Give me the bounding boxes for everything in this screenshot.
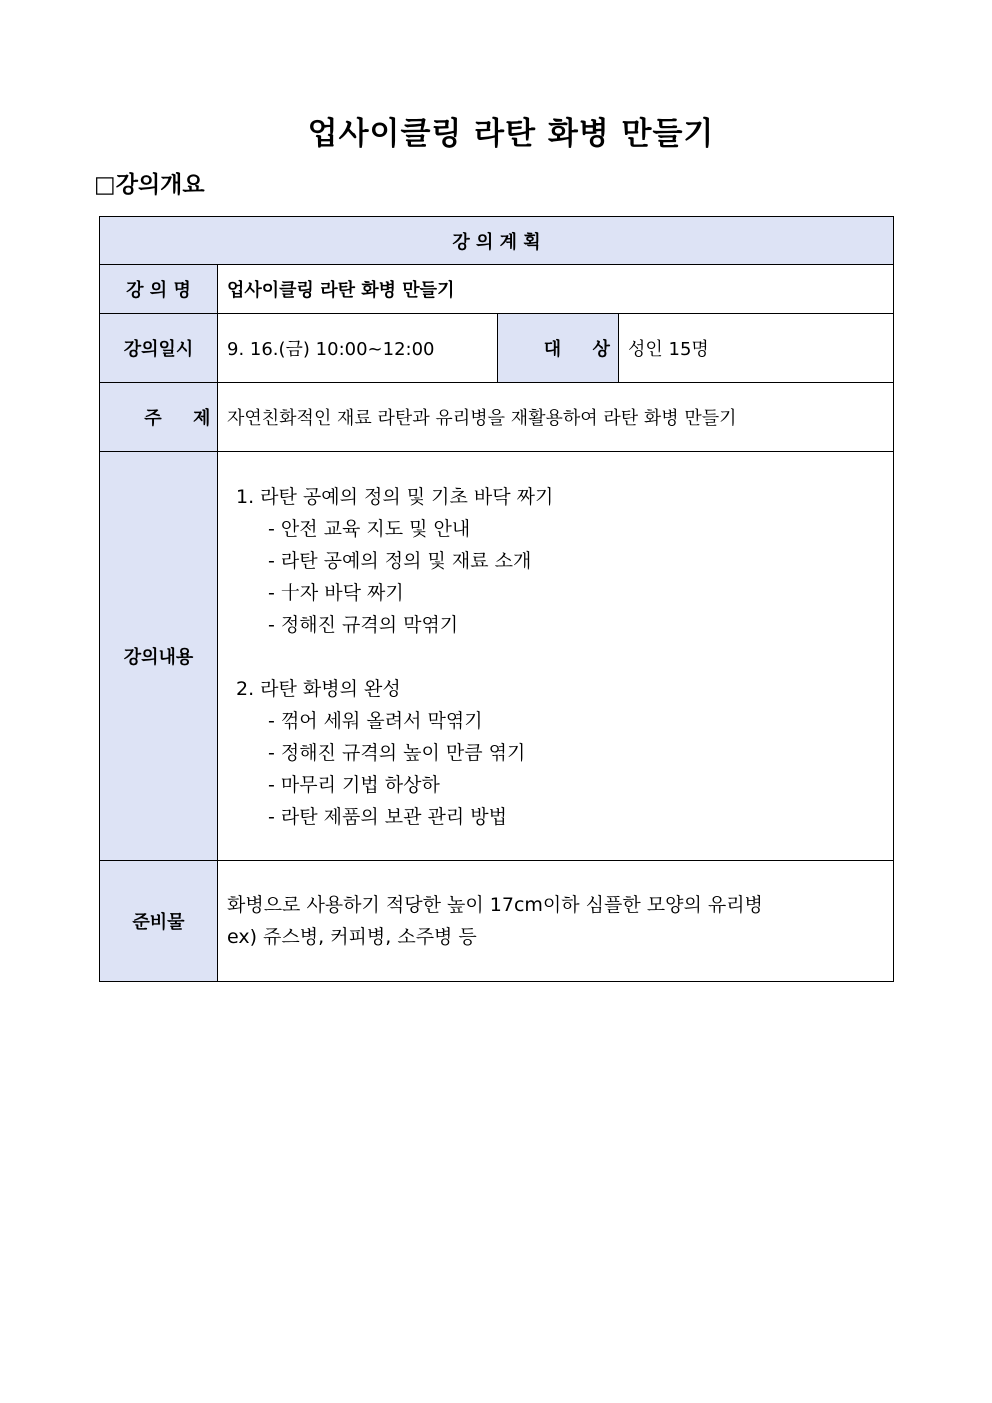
content-spacer (236, 641, 893, 673)
topic-value-cell (218, 383, 894, 452)
content-item: - 라탄 공예의 정의 및 재료 소개 (268, 550, 532, 572)
content-item: - 꺾어 세워 올려서 막엮기 (268, 710, 483, 732)
content-item: - 마무리 기법 하상하 (268, 774, 440, 796)
content-item: - 정해진 규격의 높이 만큼 엮기 (268, 742, 526, 764)
content-value-cell (218, 452, 894, 861)
lecture-name-value: 업사이클링 라탄 화병 만들기 (227, 280, 455, 301)
topic-label-cell (100, 383, 218, 452)
table-header-label: 강 의 계 획 (452, 231, 541, 253)
content-row (100, 452, 894, 861)
content-list (218, 453, 893, 859)
table-header-row (100, 217, 894, 265)
content-label-cell (100, 452, 218, 861)
content-section-heading: 1. 라탄 공예의 정의 및 기초 바닥 짜기 (236, 486, 554, 508)
lecture-name-value-cell (218, 265, 894, 314)
lecture-name-label: 강 의 명 (126, 280, 191, 301)
lecture-date-value: 9. 16.(금) 10:00~12:00 (227, 339, 435, 360)
content-item: - 라탄 제품의 보관 관리 방법 (268, 806, 507, 828)
target-label-cell (498, 314, 619, 383)
table-header-cell (100, 217, 894, 265)
lecture-name-row (100, 265, 894, 314)
content-label: 강의내용 (123, 647, 194, 668)
target-value: 성인 15명 (628, 339, 709, 360)
materials-label-cell (100, 861, 218, 982)
materials-label: 준비물 (132, 912, 185, 933)
materials-line: ex) 쥬스병, 커피병, 소주병 등 (227, 926, 477, 948)
lecture-plan-table (99, 216, 894, 982)
topic-label: 주 제 (144, 408, 211, 429)
materials-line: 화병으로 사용하기 적당한 높이 17cm이하 심플한 모양의 유리병 (227, 894, 763, 916)
lecture-date-label-cell (100, 314, 218, 383)
content-item: - 정해진 규격의 막엮기 (268, 614, 459, 636)
topic-row (100, 383, 894, 452)
document-title: 업사이클링 라탄 화병 만들기 (307, 116, 715, 152)
target-value-cell (619, 314, 894, 383)
section-heading: □강의개요 (94, 172, 205, 198)
materials-row (100, 861, 894, 982)
content-section-heading: 2. 라탄 화병의 완성 (236, 678, 401, 700)
content-item: - 十자 바닥 짜기 (268, 582, 404, 604)
materials-value-cell (218, 861, 894, 982)
lecture-date-row (100, 314, 894, 383)
lecture-date-label: 강의일시 (123, 339, 194, 360)
target-label: 대 상 (543, 339, 610, 360)
content-item: - 안전 교육 지도 및 안내 (268, 518, 471, 540)
materials-list (218, 889, 893, 953)
lecture-date-value-cell (218, 314, 498, 383)
topic-value: 자연친화적인 재료 라탄과 유리병을 재활용하여 라탄 화병 만들기 (227, 408, 737, 429)
lecture-name-label-cell (100, 265, 218, 314)
